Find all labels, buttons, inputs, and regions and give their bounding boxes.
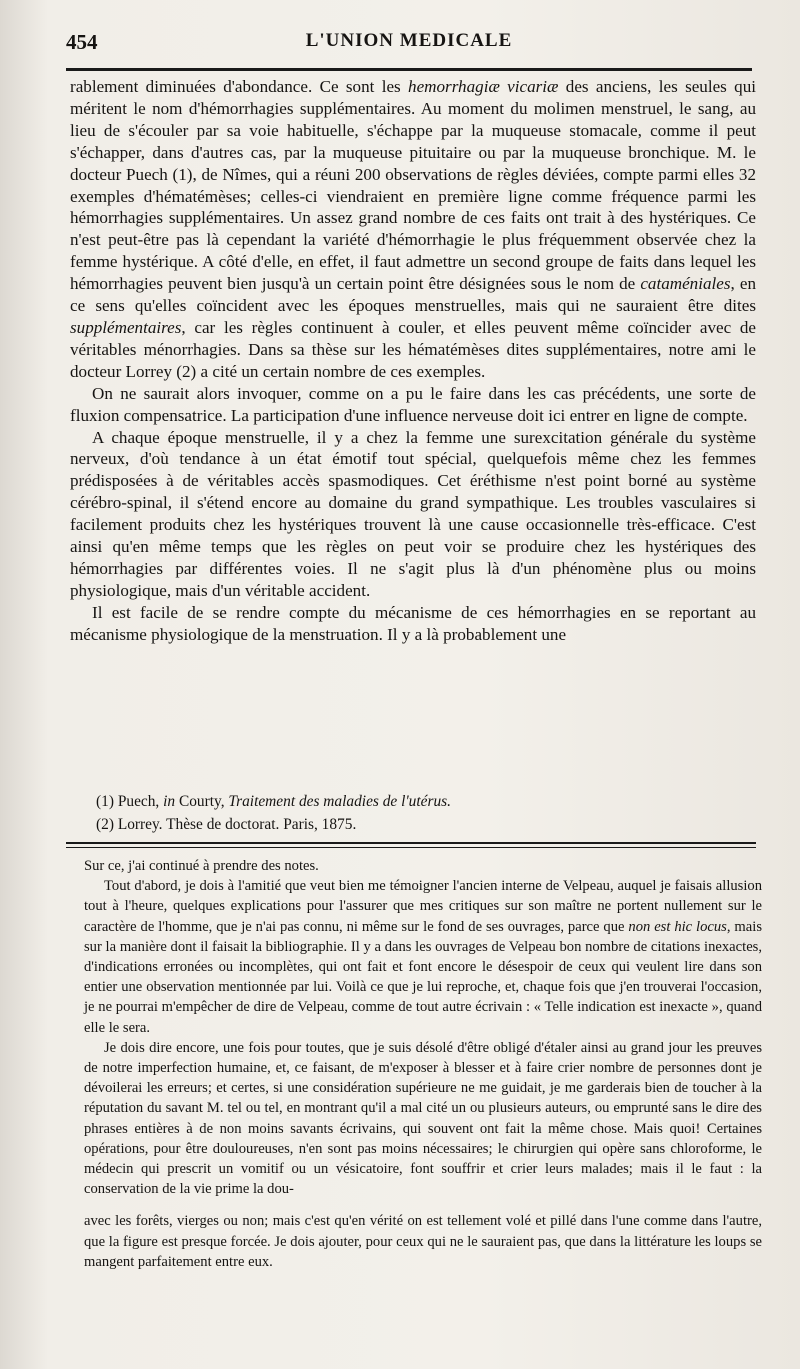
article-paragraph-4: Il est facile de se rendre compte du mécanisme de ces hémorrhagies en se reportant au mécanisme physiologique de la menstruation. Il y a là probablement une	[70, 602, 756, 644]
footnotes	[96, 790, 756, 836]
article-paragraph-1: rablement diminuées d'abondance. Ce sont les hemorrhagiæ vicariæ des anciens, les seules qui méritent le nom d'hémorrhagies supplémentaires. Au moment du molimen menstruel, le sang, au lieu de s'écouler par sa voie habituelle, s'échappe par la muqueuse stomacale, comme il peut s'échapper, dans d'autres cas, par la muqueuse pituitaire ou par la muqueuse bronchique. M. le docteur Puech (1), de Nîmes, qui a réuni 200 observations de règles déviées, compte parmi elles 32 exemples d'hématémèses; celles-ci viendraient en première ligne comme fréquence parmi les hémorrhagies supplémentaires. Un assez grand nombre de ces faits ont trait à des hystériques. Ce n'est peut-être pas là cependant la variété d'hémorrhagie le plus fréquemment observée chez la femme hystérique. A côté d'elle, en effet, il faut admettre un second groupe de faits dans lequel les hémorrhagies peuvent bien jusqu'à un certain point être désignées sous le nom de cataméniales, en ce sens qu'elles coïncident avec les époques menstruelles, mais qui ne sauraient être dites supplémentaires, car les règles continuent à couler, et elles peuvent même coïncider avec de véritables ménorrhagies. Dans sa thèse sur les hématémèses dites supplémentaires, notre ami le docteur Lorrey (2) a cité un certain nombre de ces exemples.	[70, 77, 757, 381]
article-paragraph-3: A chaque époque menstruelle, il y a chez la femme une surexcitation générale du système nerveux, d'où tendance à un état émotif tout spécial, quelquefois même chez les femmes prédisposées à de véritables accès spasmodiques. Cet éréthisme n'est point borné au système cérébro-spinal, il s'étend encore au domaine du grand sympathique. Les troubles vasculaires si facilement produits chez les hystériques trouvent là une cause occasionnelle très-efficace. C'est ainsi qu'en même temps que les règles on peut voir se produire chez les hystériques des hémorrhagies par différentes voies. Il ne s'agit plus là d'un phénomène plus ou moins physiologique, mais d'un véritable accident.	[70, 427, 756, 600]
journal-title: L'UNION MEDICALE	[305, 30, 513, 51]
header-rule	[66, 68, 752, 71]
feuilleton-paragraph-4: avec les forêts, vierges ou non; mais c'est qu'en vérité on est tellement volé et pillé dans l'une comme dans l'autre, que la figure est presque forcée. Je dois ajouter, pour ceux qui ne le sauraient pas, que dans la littérature les loups se mangent parfaitement entre eux.	[84, 1213, 762, 1270]
page-number: 454	[66, 30, 98, 54]
feuilleton-section	[84, 856, 762, 1272]
page-header	[66, 30, 752, 60]
footnote-1: (1) Puech, in Courty, Traitement des maladies de l'utérus.	[96, 793, 451, 810]
feuilleton-paragraph-1: Sur ce, j'ai continué à prendre des notes.	[84, 858, 319, 874]
footnote-2: (2) Lorrey. Thèse de doctorat. Paris, 1875.	[96, 816, 357, 833]
feuilleton-separator	[66, 842, 756, 848]
article-paragraph-2: On ne saurait alors invoquer, comme on a pu le faire dans les cas précédents, une sorte de fluxion compensatrice. La participation d'une influence nerveuse doit ici entrer en ligne de compte.	[70, 383, 756, 425]
article-body	[70, 76, 756, 646]
feuilleton-paragraph-3: Je dois dire encore, une fois pour toutes, que je suis désolé d'être obligé d'étaler ainsi au grand jour les preuves de notre imperfection humaine, et, ce faisant, de m'exposer à blesser et à faire crier nombre de personnes dont je dévoilerai les erreurs; et certes, si une considération supérieure ne me guidait, je me garderais bien de toucher à la réputation du savant M. tel ou tel, en montrant qu'il a mal cité un ou plusieurs auteurs, ou emprunté sans le dire des phrases entières à de non moins savants écrivains, qui souvent ont fait la même chose. Mais quoi! Certaines opérations, pour être douloureuses, n'en sont pas moins nécessaires; le chirurgien qui opère sans chloroforme, le médecin qui prescrit un vomitif ou un vésicatoire, font souffrir et crier leurs malades; mais il le faut : la conservation de la vie prime la dou-	[84, 1039, 762, 1198]
feuilleton-paragraph-2: Tout d'abord, je dois à l'amitié que veut bien me témoigner l'ancien interne de Velpeau, auquel je faisais allusion tout à l'heure, quelques explications pour l'assurer que mes critiques sur son maître ne portent nullement sur le caractère de l'homme, que je n'ai pas connu, ni même sur le fond de ses ouvrages, parce que non est hic locus, mais sur la manière dont il faisait la bibliographie. Il y a dans les ouvrages de Velpeau bon nombre de citations inexactes, d'indications erronées ou incomplètes, qui ont fait et font encore le désespoir de ceux qui veulent lire dans son entier une observation mentionnée par lui. Voilà ce que je lui reproche, et, chaque fois que j'en trouverai l'occasion, je ne pourrai m'empêcher de dire de Velpeau, comme de tout autre écrivain : « Telle indication est inexacte », quand elle le sera.	[84, 878, 762, 1036]
